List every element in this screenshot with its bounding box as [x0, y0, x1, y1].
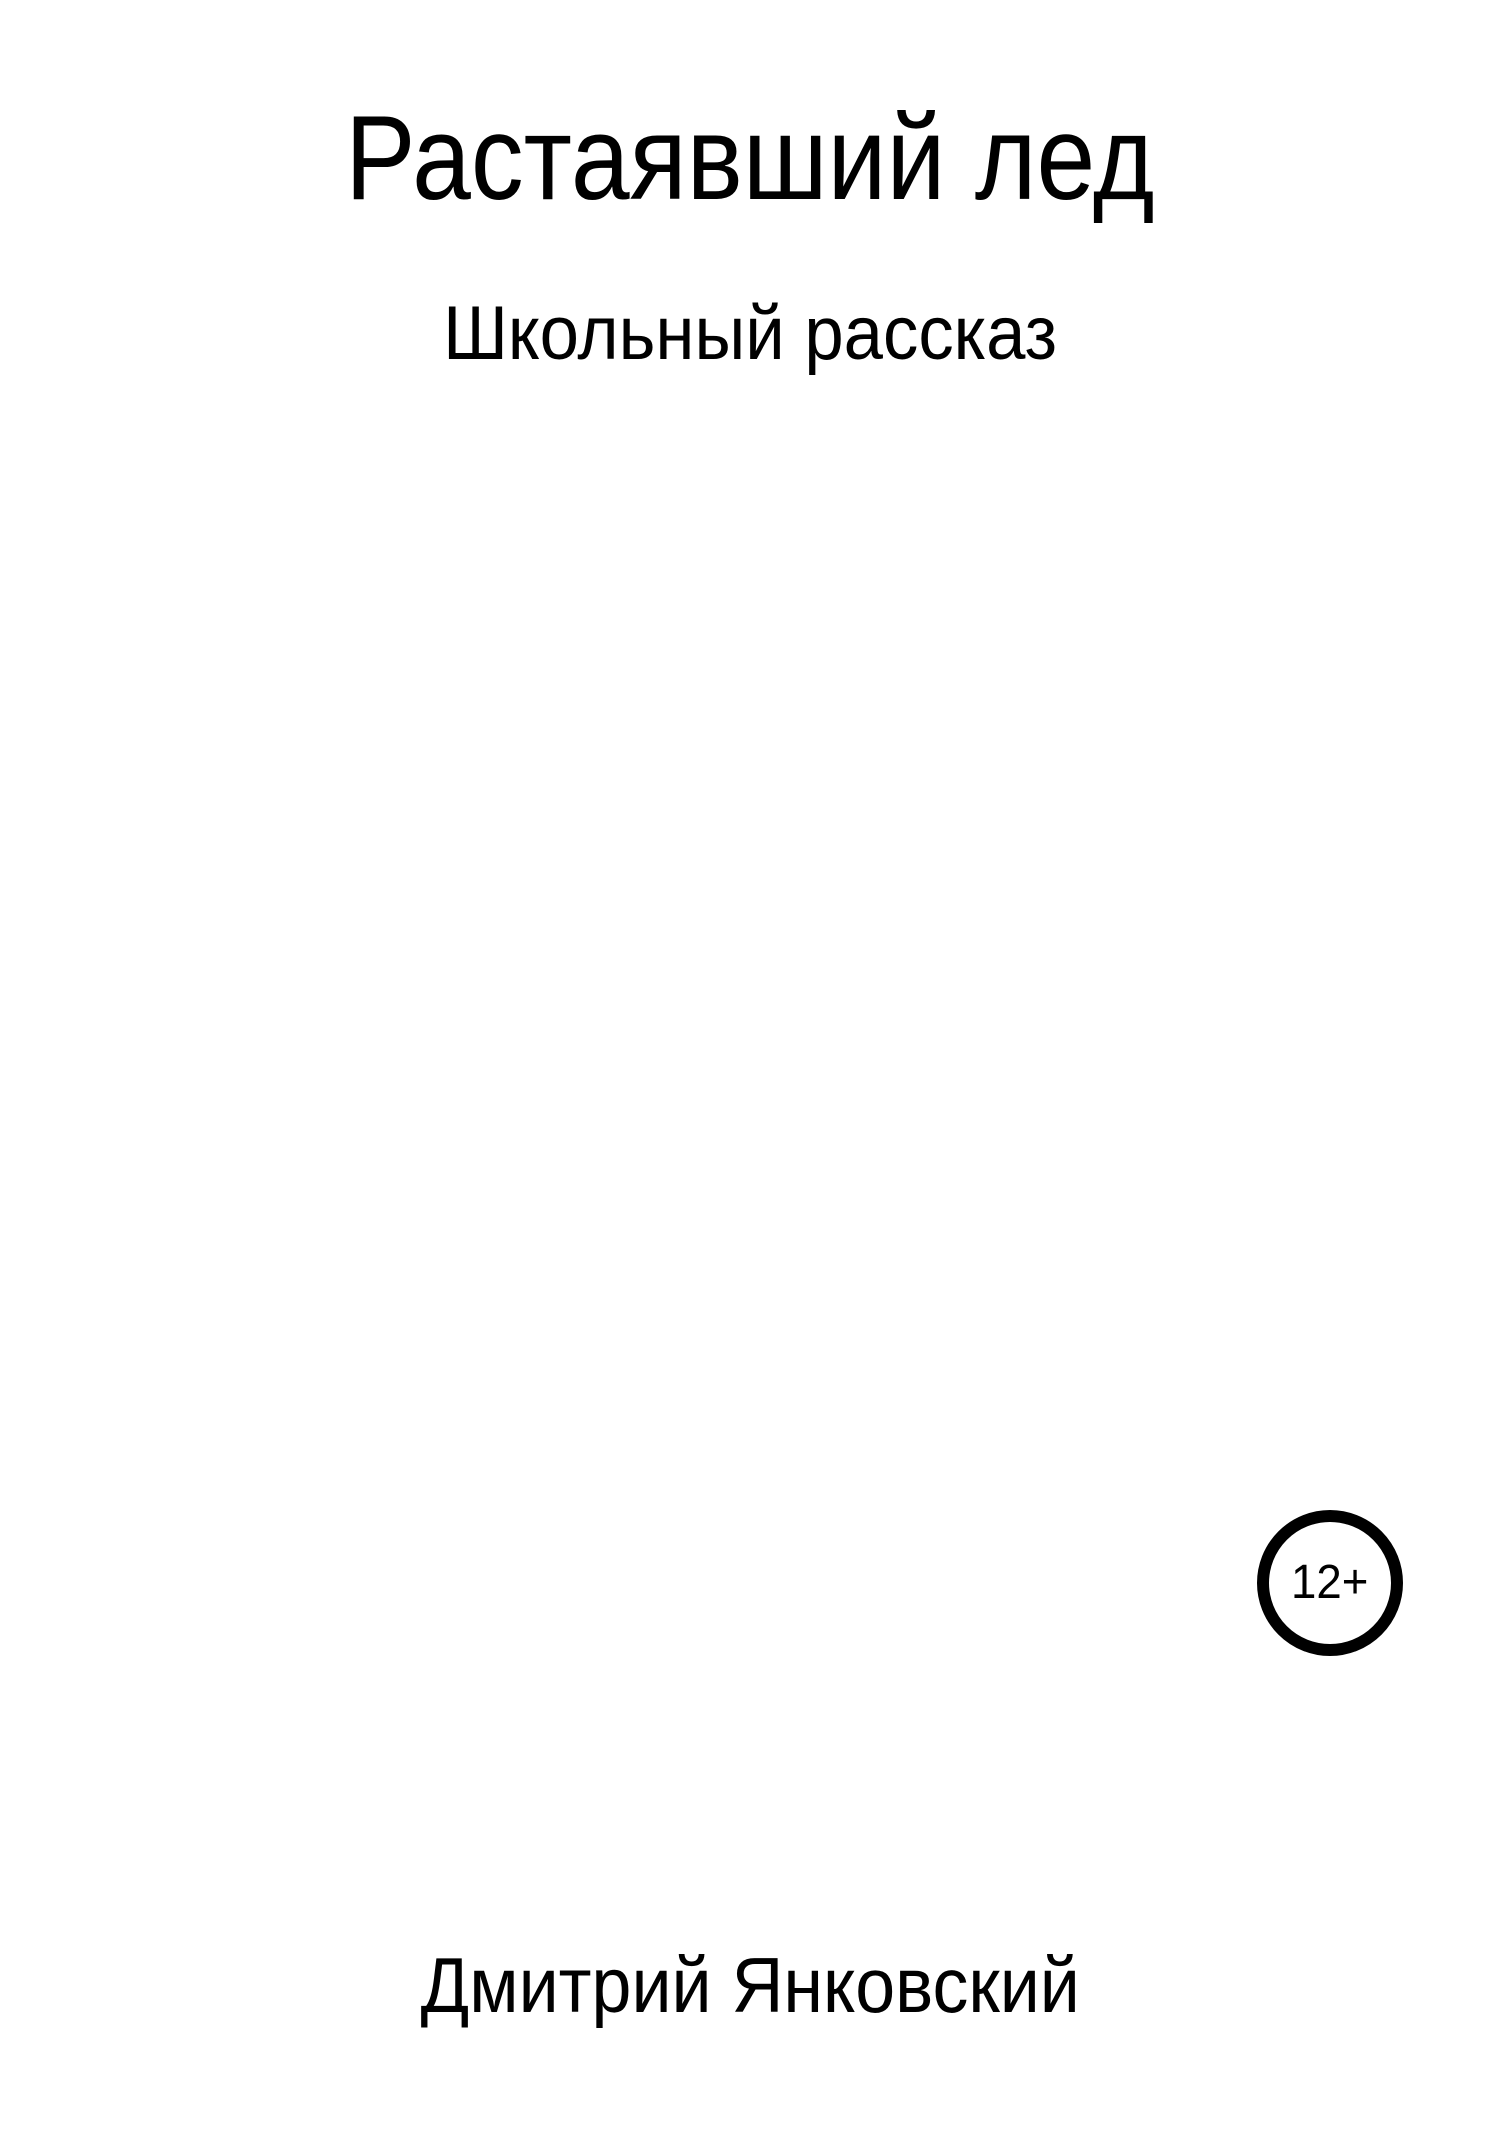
book-subtitle-text: Школьный рассказ	[443, 291, 1057, 376]
book-title-text: Растаявший лед	[345, 91, 1155, 225]
book-subtitle	[0, 291, 1500, 376]
book-author	[0, 1941, 1500, 2029]
age-rating-label: 12+	[1291, 1556, 1369, 1609]
age-rating-badge	[1257, 1510, 1403, 1656]
book-title	[0, 91, 1500, 225]
book-author-text: Дмитрий Янковский	[420, 1941, 1080, 2029]
